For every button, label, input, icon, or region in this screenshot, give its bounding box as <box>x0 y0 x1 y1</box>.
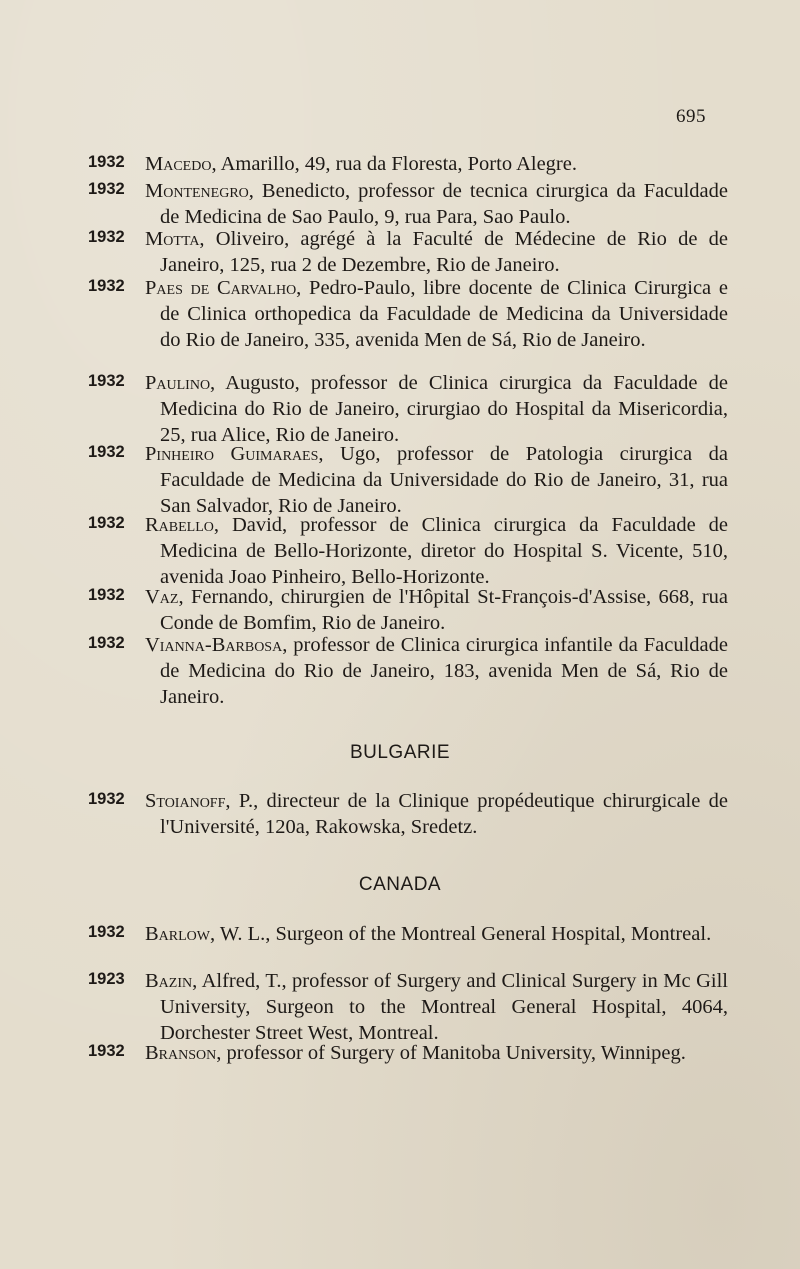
entry-name: Stoianoff, <box>145 790 231 812</box>
entry-details: professor de Clinica cirurgica infantile da Faculdade de Medicina do Rio de Janeiro, 183, avenida Men de Sá, Rio de Janeiro. <box>160 634 728 708</box>
entry-year: 1932 <box>88 634 125 652</box>
entry-year: 1932 <box>88 180 125 198</box>
entry-details: Oliveiro, agrégé à la Faculté de Médecine de Rio de de Janeiro, 125, rua 2 de Dezembre, Rio de Janeiro. <box>160 228 728 276</box>
entry-name: Vianna-Barbosa, <box>145 634 288 656</box>
entry-details: Amarillo, 49, rua da Floresta, Porto Alegre. <box>216 153 577 175</box>
entry-name: Montenegro, <box>145 180 254 202</box>
entry-rabello <box>88 512 728 590</box>
entry-year: 1932 <box>88 586 125 604</box>
entry-text <box>145 441 728 519</box>
entry-text <box>145 788 728 840</box>
entry-details: Pedro-Paulo, libre docente de Clinica Cirurgica e de Clinica orthopedica da Faculdade de Medicina da Universidade do Rio de Janeiro, 335, avenida Men de Sá, Rio de Janeiro. <box>160 277 728 351</box>
entry-details: professor of Surgery of Manitoba University, Winnipeg. <box>221 1042 686 1064</box>
entry-vianna-barbosa <box>88 632 728 710</box>
entry-name: Motta, <box>145 228 205 250</box>
entry-year: 1932 <box>88 277 125 295</box>
entry-details: P., directeur de la Clinique propédeutique chirurgicale de l'Université, 120a, Rakowska, Sredetz. <box>160 790 728 838</box>
entry-details: Fernando, chirurgien de l'Hôpital St-François-d'Assise, 668, rua Conde de Bomfim, Rio de Janeiro. <box>160 586 728 634</box>
entry-name: Vaz, <box>145 586 184 608</box>
entry-name: Paulino, <box>145 372 216 394</box>
entry-text <box>145 370 728 448</box>
entry-text <box>145 226 728 278</box>
entry-name: Branson, <box>145 1042 222 1064</box>
entry-branson <box>88 1040 728 1066</box>
entry-paulino <box>88 370 728 448</box>
entry-macedo <box>88 151 728 177</box>
entry-motta <box>88 226 728 278</box>
entry-year: 1932 <box>88 153 125 171</box>
entry-details: Augusto, professor de Clinica cirurgica da Faculdade de Medicina do Rio de Janeiro, cirurgiao do Hospital da Misericordia, 25, rua Alice, Rio de Janeiro. <box>160 372 728 446</box>
section-title-bulgarie: BULGARIE <box>349 742 451 763</box>
entry-text <box>145 584 728 636</box>
entry-text <box>145 178 728 230</box>
entry-year: 1932 <box>88 923 125 941</box>
entry-year: 1923 <box>88 970 125 988</box>
entry-year: 1932 <box>88 372 125 390</box>
entry-details: W. L., Surgeon of the Montreal General Hospital, Montreal. <box>215 923 712 945</box>
entry-year: 1932 <box>88 790 125 808</box>
entry-name: Pinheiro Guimaraes, <box>145 443 324 465</box>
entry-text <box>145 151 728 177</box>
entry-text <box>145 968 728 1046</box>
section-title-canada: CANADA <box>358 874 442 895</box>
entry-details: Benedicto, professor de tecnica cirurgica da Faculdade de Medicina de Sao Paulo, 9, rua Para, Sao Paulo. <box>160 180 728 228</box>
entry-name: Macedo, <box>145 153 217 175</box>
entry-year: 1932 <box>88 1042 125 1060</box>
entry-year: 1932 <box>88 443 125 461</box>
entry-name: Paes de Carvalho, <box>145 277 302 299</box>
entry-barlow <box>88 921 728 947</box>
entry-name: Bazin, <box>145 970 198 992</box>
page-number: 695 <box>676 106 706 127</box>
entry-year: 1932 <box>88 228 125 246</box>
entry-year: 1932 <box>88 514 125 532</box>
entry-text <box>145 512 728 590</box>
entry-details: David, professor de Clinica cirurgica da Faculdade de Medicina de Bello-Horizonte, diretor do Hospital S. Vicente, 510, avenida Joao Pinheiro, Bello-Horizonte. <box>160 514 728 588</box>
entry-montenegro <box>88 178 728 230</box>
entry-text <box>145 1040 728 1066</box>
entry-name: Barlow, <box>145 923 216 945</box>
entry-details: Alfred, T., professor of Surgery and Clinical Surgery in Mc Gill University, Surgeon to the Montreal General Hospital, 4064, Dorchester Street West, Montreal. <box>160 970 728 1044</box>
entry-vaz <box>88 584 728 636</box>
entry-bazin <box>88 968 728 1046</box>
entry-text <box>145 921 728 947</box>
entry-name: Rabello, <box>145 514 220 536</box>
entry-pinheiro-guimaraes <box>88 441 728 519</box>
entry-paes-de-carvalho <box>88 275 728 353</box>
entry-text <box>145 632 728 710</box>
entry-text <box>145 275 728 353</box>
entry-stoianoff <box>88 788 728 840</box>
entry-details: Ugo, professor de Patologia cirurgica da Faculdade de Medicina da Universidade do Rio de Janeiro, 31, rua San Salvador, Rio de Janeiro. <box>160 443 728 517</box>
